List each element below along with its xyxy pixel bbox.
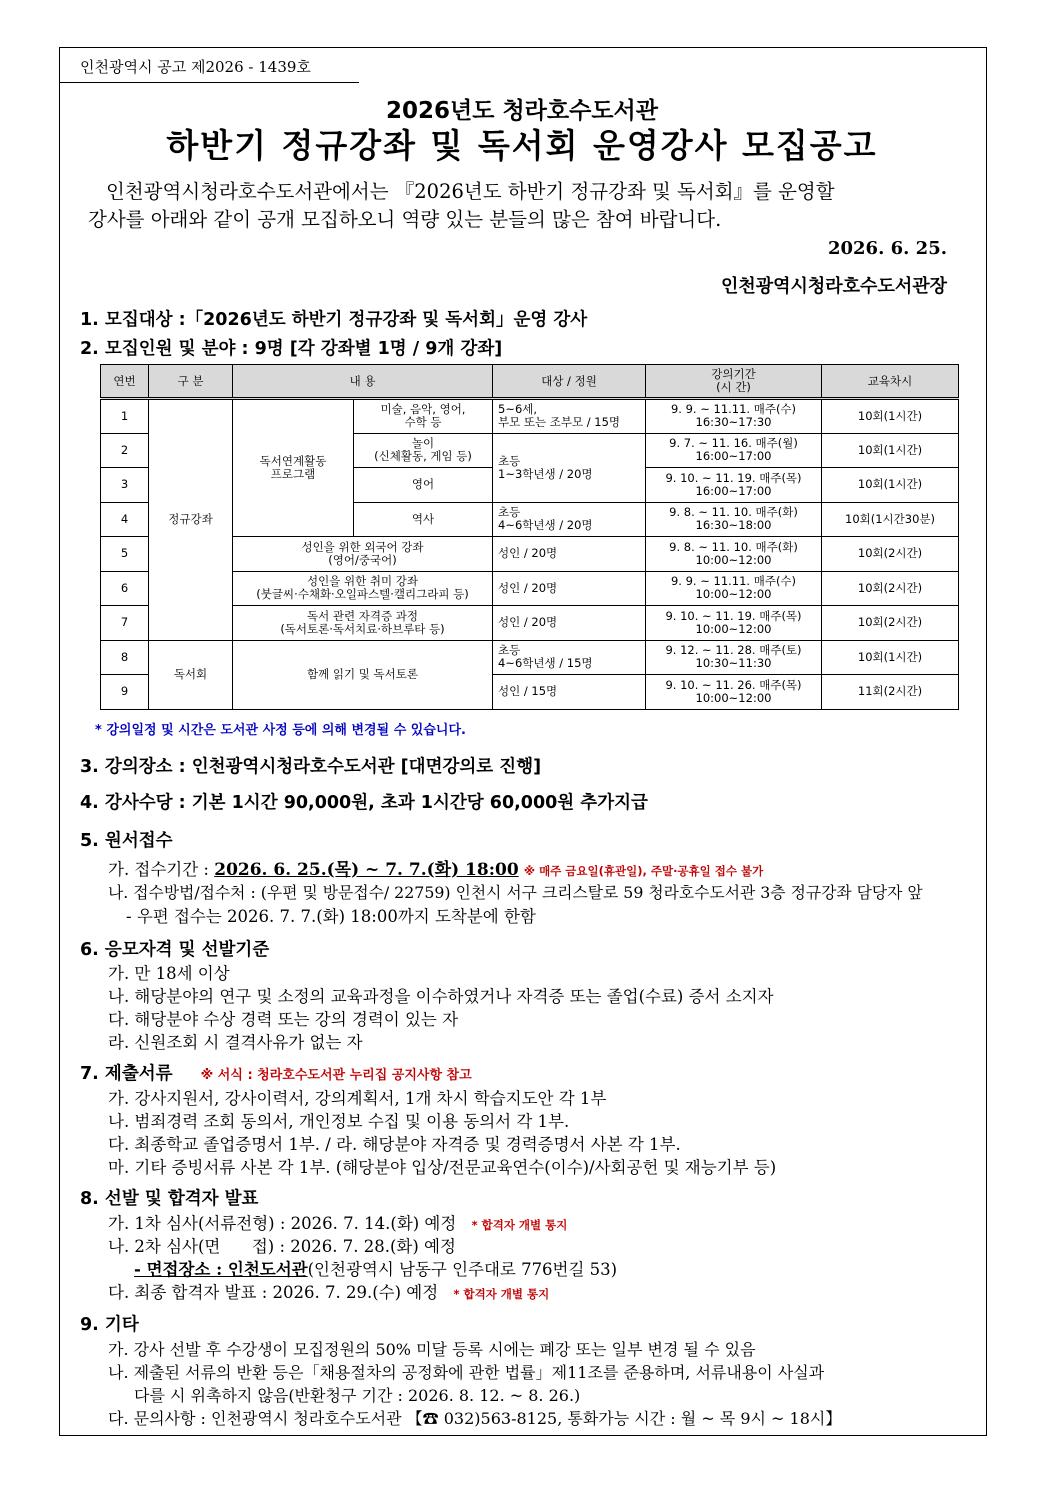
intro-line-1: 인천광역시청라호수도서관에서는 『2026년도 하반기 정규강좌 및 독서회』를 운영할 [106, 180, 835, 203]
header-no: 연번 [101, 365, 149, 399]
row-content: 성인을 위한 취미 강좌 (붓글씨·수채화·오일파스텔·캘리그라피 등) [233, 571, 493, 606]
header-category: 구 분 [149, 365, 233, 399]
section-4-title: 4. 강사수당 : 기본 1시간 90,000원, 초과 1시간당 60,000원 추가지급 [80, 793, 648, 813]
section-3-title: 3. 강의장소 : 인천광역시청라호수도서관 [대면강의로 진행] [80, 757, 542, 777]
row-sessions: 10회(1시간) [822, 399, 959, 434]
row-period: 9. 12. ~ 11. 28. 매주(토) 10:30~11:30 [646, 640, 822, 675]
section-6-item: 라. 신원조회 시 결격사유가 없는 자 [108, 1033, 363, 1052]
section-1-title: 1. 모집대상 :「2026년도 하반기 정규강좌 및 독서회」운영 강사 [80, 310, 588, 330]
row-target: 초등 4~6학년생 / 15명 [493, 640, 646, 675]
section-5-item-b: 나. 접수방법/접수처 : (우편 및 방문접수/ 22759) 인천시 서구 크리스탈로 59 청라호수도서관 3층 정규강좌 담당자 앞 [108, 883, 923, 902]
section-8-item-b: 나. 2차 심사(면 접) : 2026. 7. 28.(화) 예정 [108, 1237, 456, 1256]
category-book-club: 독서회 [149, 640, 233, 709]
intro-paragraph [88, 178, 968, 234]
row-content: 놀이 (신체활동, 게임 등) [354, 433, 493, 468]
row-no: 4 [101, 502, 149, 537]
row-content: 미술, 음악, 영어, 수학 등 [354, 399, 493, 434]
row-no: 8 [101, 640, 149, 675]
interview-place-address: (인천광역시 남동구 인주대로 776번길 53) [307, 1260, 618, 1279]
signature: 인천광역시청라호수도서관장 [720, 276, 947, 297]
header-sessions: 교육차시 [822, 365, 959, 399]
intro-line-2: 강사를 아래와 같이 공개 모집하오니 역량 있는 분들의 많은 참여 바랍니다. [88, 208, 722, 231]
row-sessions: 10회(2시간) [822, 606, 959, 641]
final-announcement-note: * 합격자 개별 통지 [453, 1287, 550, 1301]
notice-number-underline [59, 82, 359, 83]
section-9-item-a: 가. 강사 선발 후 수강생이 모집정원의 50% 미달 등록 시에는 폐강 또는 일부 변경 될 수 있음 [108, 1340, 756, 1359]
forms-note: ※ 서식 : 청라호수도서관 누리집 공지사항 참고 [200, 1068, 472, 1083]
title-line-1: 2026년도 청라호수도서관 [386, 98, 658, 124]
row-target: 초등 4~6학년생 / 20명 [493, 502, 646, 537]
row-target: 5~6세, 부모 또는 조부모 / 15명 [493, 399, 646, 434]
first-review: 가. 1차 심사(서류전형) : 2026. 7. 14.(화) 예정 [108, 1214, 457, 1233]
row-no: 3 [101, 468, 149, 503]
notice-number: 인천광역시 공고 제2026 - 1439호 [80, 58, 311, 76]
row-sessions: 10회(1시간30분) [822, 502, 959, 537]
row-period: 9. 8. ~ 11. 10. 매주(화) 16:30~18:00 [646, 502, 822, 537]
row-period: 9. 8. ~ 11. 10. 매주(화) 10:00~12:00 [646, 537, 822, 572]
first-review-note: * 합격자 개별 통지 [471, 1218, 568, 1232]
section-8-item-d [108, 1279, 549, 1303]
section-5-title: 5. 원서접수 [80, 831, 173, 851]
row-period: 9. 9. ~ 11.11. 매주(수) 16:30~17:30 [646, 399, 822, 434]
header-target: 대상 / 정원 [493, 365, 646, 399]
row-content: 역사 [354, 502, 493, 537]
header-period: 강의기간 (시 간) [646, 365, 822, 399]
row-sessions: 11회(2시간) [822, 675, 959, 710]
row-no: 2 [101, 433, 149, 468]
section-7-item: 가. 강사지원서, 강사이력서, 강의계획서, 1개 차시 학습지도안 각 1부 [108, 1089, 607, 1108]
table-row [101, 399, 959, 434]
section-7-title [80, 1060, 472, 1085]
section-8-item-c [134, 1256, 617, 1280]
section-9-item-c: 다. 문의사항 : 인천광역시 청라호수도서관 【☎ 032)563-8125, 통화가능 시간 : 월 ~ 목 9시 ~ 18시】 [108, 1409, 842, 1428]
row-period: 9. 9. ~ 11.11. 매주(수) 10:00~12:00 [646, 571, 822, 606]
row-sessions: 10회(1시간) [822, 433, 959, 468]
row-sessions: 10회(1시간) [822, 468, 959, 503]
section-9-title: 9. 기타 [80, 1315, 139, 1335]
row-content: 성인을 위한 외국어 강좌 (영어/중국어) [233, 537, 493, 572]
row-target: 성인 / 15명 [493, 675, 646, 710]
section-8-title: 8. 선발 및 합격자 발표 [80, 1189, 259, 1209]
row-sessions: 10회(2시간) [822, 537, 959, 572]
category-regular: 정규강좌 [149, 399, 233, 641]
section-7-item: 다. 최종학교 졸업증명서 1부. / 라. 해당분야 자격증 및 경력증명서 사본 각 1부. [108, 1135, 681, 1154]
row-no: 6 [101, 571, 149, 606]
row-period: 9. 10. ~ 11. 26. 매주(목) 10:00~12:00 [646, 675, 822, 710]
final-announcement: 다. 최종 합격자 발표 : 2026. 7. 29.(수) 예정 [108, 1283, 439, 1302]
section-9-item-b-line-2: 다를 시 위촉하지 않음(반환청구 기간 : 2026. 8. 12. ~ 8. 26.) [134, 1386, 581, 1405]
notice-date: 2026. 6. 25. [827, 238, 947, 259]
table-row [101, 640, 959, 675]
section-5-item-c: - 우편 접수는 2026. 7. 7.(화) 18:00까지 도착분에 한함 [126, 907, 536, 926]
row-sessions: 10회(1시간) [822, 640, 959, 675]
program-group: 독서연계활동 프로그램 [233, 399, 354, 537]
section-7-item: 나. 범죄경력 조회 동의서, 개인정보 수집 및 이용 동의서 각 1부. [108, 1112, 570, 1131]
table-header-row [101, 365, 959, 399]
reception-period-label: 가. 접수기간 : [108, 860, 215, 879]
row-no: 5 [101, 537, 149, 572]
row-target: 성인 / 20명 [493, 537, 646, 572]
reception-period-value: 2026. 6. 25.(목) ~ 7. 7.(화) 18:00 [214, 860, 519, 880]
section-8-item-a [108, 1210, 567, 1234]
course-table [100, 364, 959, 710]
section-7-item: 마. 기타 증빙서류 사본 각 1부. (해당분야 입상/전문교육연수(이수)/사회공헌 및 재능기부 등) [108, 1158, 777, 1177]
row-period: 9. 10. ~ 11. 19. 매주(목) 16:00~17:00 [646, 468, 822, 503]
row-no: 7 [101, 606, 149, 641]
row-sessions: 10회(2시간) [822, 571, 959, 606]
row-content: 영어 [354, 468, 493, 503]
row-target: 성인 / 20명 [493, 606, 646, 641]
section-5-item-a [108, 855, 763, 880]
interview-place-label: - 면접장소 : 인천도서관 [134, 1260, 308, 1279]
row-target: 초등 1~3학년생 / 20명 [493, 433, 646, 502]
section-7-title-text: 7. 제출서류 [80, 1064, 173, 1084]
row-content: 독서 관련 자격증 과정 (독서토론·독서치료·하브루타 등) [233, 606, 493, 641]
section-6-item: 가. 만 18세 이상 [108, 964, 230, 983]
table-note: * 강의일정 및 시간은 도서관 사정 등에 의해 변경될 수 있습니다. [95, 723, 466, 738]
section-6-title: 6. 응모자격 및 선발기준 [80, 940, 270, 960]
row-no: 9 [101, 675, 149, 710]
row-period: 9. 10. ~ 11. 19. 매주(목) 10:00~12:00 [646, 606, 822, 641]
reception-note: ※ 매주 금요일(휴관일), 주말·공휴일 접수 불가 [523, 864, 764, 878]
row-period: 9. 7. ~ 11. 16. 매주(월) 16:00~17:00 [646, 433, 822, 468]
row-target: 성인 / 20명 [493, 571, 646, 606]
header-content: 내 용 [233, 365, 493, 399]
row-no: 1 [101, 399, 149, 434]
section-9-item-b-line-1: 나. 제출된 서류의 반환 등은「채용절차의 공정화에 관한 법률」제11조를 준용하며, 서류내용이 사실과 [108, 1363, 825, 1382]
section-6-item: 다. 해당분야 수상 경력 또는 강의 경력이 있는 자 [108, 1010, 459, 1029]
section-2-title: 2. 모집인원 및 분야 : 9명 [각 강좌별 1명 / 9개 강좌] [80, 339, 503, 359]
row-content: 함께 읽기 및 독서토론 [233, 640, 493, 709]
section-6-item: 나. 해당분야의 연구 및 소정의 교육과정을 이수하였거나 자격증 또는 졸업(수료) 증서 소지자 [108, 987, 774, 1006]
title-line-2: 하반기 정규강좌 및 독서회 운영강사 모집공고 [166, 126, 878, 165]
